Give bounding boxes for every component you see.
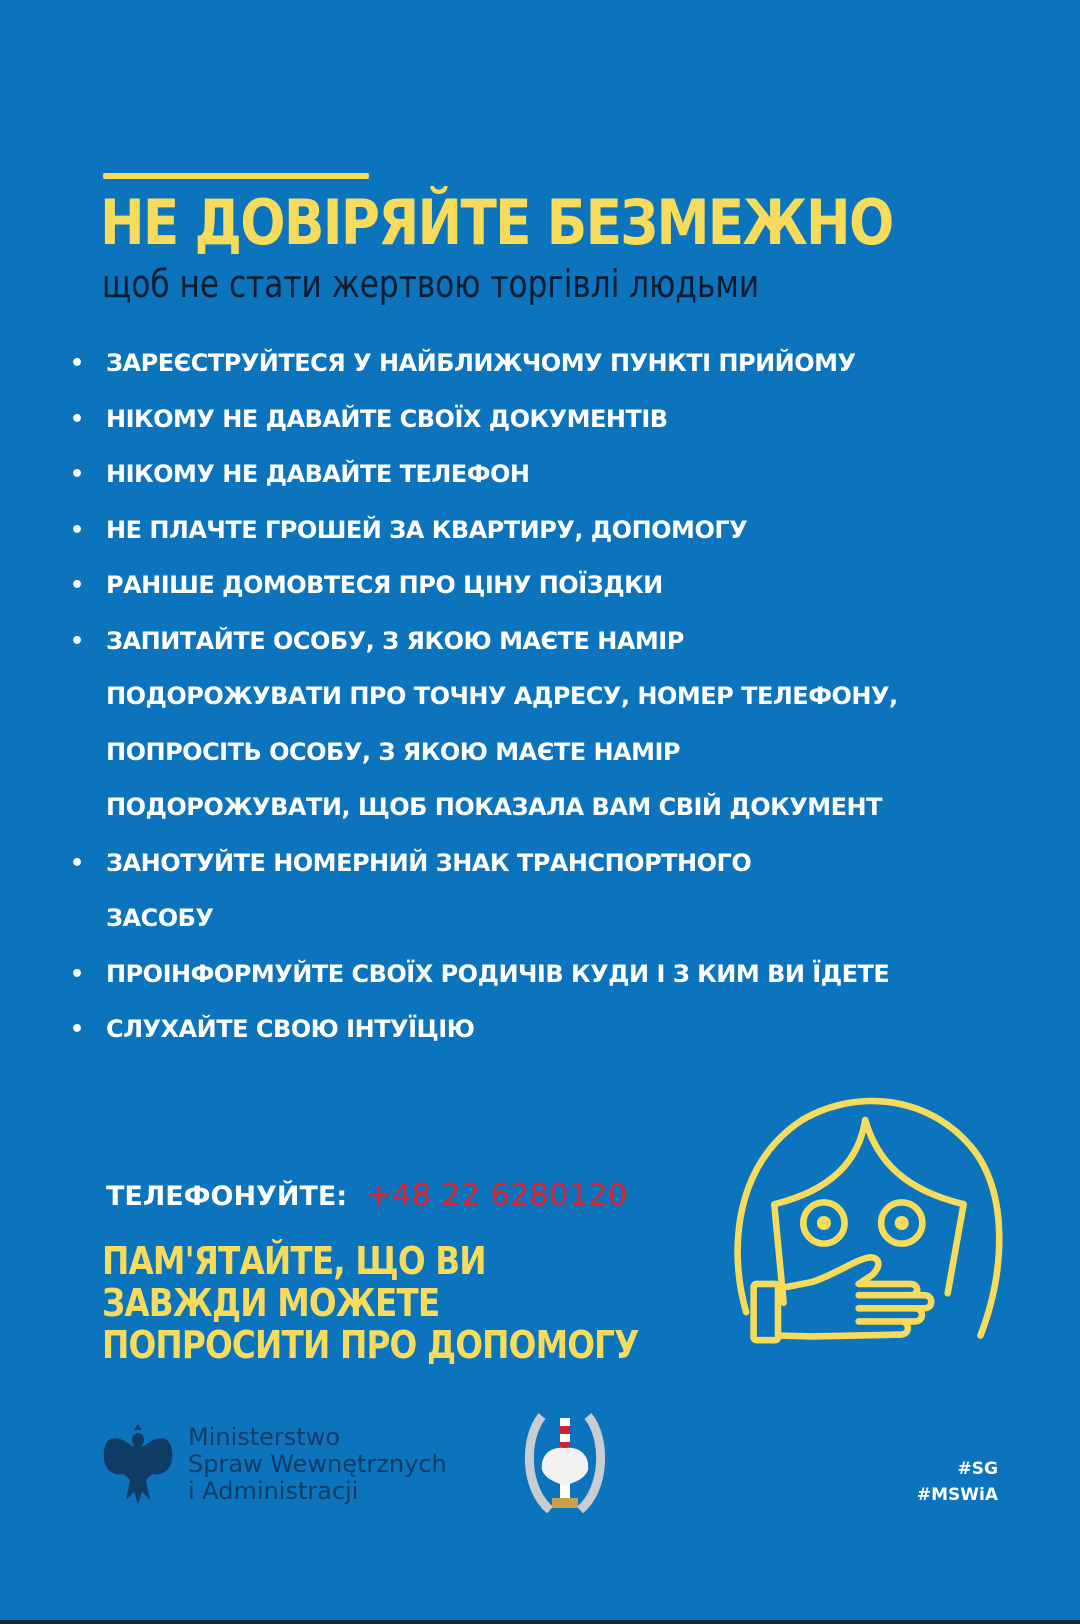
list-item [70, 558, 990, 614]
list-item [70, 392, 990, 448]
bottom-edge-divider [0, 1620, 1080, 1624]
bullet-icon: • [70, 351, 84, 376]
bullet-icon: • [70, 850, 84, 876]
bullet-icon: • [70, 961, 84, 987]
poster-subtitle: щоб не стати жертвою торгівлі людьми [102, 262, 760, 306]
bullet-icon: • [70, 517, 84, 543]
bullet-icon: • [70, 462, 84, 487]
ministry-name-line: Spraw Wewnętrznych [188, 1449, 447, 1478]
list-item [70, 336, 990, 392]
hashtags [917, 1456, 998, 1508]
list-item [70, 503, 990, 559]
polish-eagle-icon [100, 1420, 176, 1508]
tip-text: ПРОІНФОРМУЙТЕ СВОЇХ РОДИЧІВ КУДИ І З КИМ ВИ ЇДЕТЕ [106, 959, 890, 988]
tip-text: ЗАРЕЄСТРУЙТЕСЯ У НАЙБЛИЖЧОМУ ПУНКТІ ПРИЙОМУ [106, 349, 856, 377]
tip-text: ЗАПИТАЙТЕ ОСОБУ, З ЯКОЮ МАЄТЕ НАМІР ПОДОРОЖУВАТИ ПРО ТОЧНУ АДРЕСУ, НОМЕР ТЕЛЕФОНУ, ПОПРОСІТЬ ОСОБУ, З ЯКОЮ МАЄТЕ НАМІР ПОДОРОЖУВАТИ, ЩОБ ПОКАЗАЛА ВАМ СВІЙ ДОКУМЕНТ [106, 626, 898, 821]
tip-text: ЗАНОТУЙТЕ НОМЕРНИЙ ЗНАК ТРАНСПОРТНОГО ЗАСОБУ [106, 848, 752, 932]
list-item [70, 1002, 990, 1058]
remember-message: ПАМ'ЯТАЙТЕ, ЩО ВИ ЗАВЖДИ МОЖЕТЕ ПОПРОСИТИ ПРО ДОПОМОГУ [102, 1239, 639, 1367]
phone-number-link[interactable]: +48 22 6280120 [366, 1178, 628, 1213]
tip-text: НІКОМУ НЕ ДАВАЙТЕ СВОЇХ ДОКУМЕНТІВ [106, 404, 668, 433]
border-guard-emblem-icon [520, 1408, 610, 1518]
tip-text: НЕ ПЛАЧТЕ ГРОШЕЙ ЗА КВАРТИРУ, ДОПОМОГУ [106, 515, 748, 544]
list-item [70, 447, 990, 503]
hashtag-sg[interactable]: #SG [957, 1459, 998, 1479]
call-row [106, 1178, 628, 1213]
list-item [70, 614, 990, 836]
face-covering-mouth-icon [718, 1088, 1018, 1358]
tip-text: СЛУХАЙТЕ СВОЮ ІНТУЇЦІЮ [106, 1015, 475, 1043]
title-accent-line [103, 173, 369, 179]
bullet-icon: • [70, 406, 84, 432]
ministry-name-line: Ministerstwo [188, 1422, 341, 1451]
bullet-icon: • [70, 628, 84, 654]
bullet-icon: • [70, 1017, 84, 1042]
ministry-logo [100, 1420, 447, 1508]
poster-title: НЕ ДОВІРЯЙТЕ БЕЗМЕЖНО [100, 186, 893, 259]
tip-text: РАНІШЕ ДОМОВТЕСЯ ПРО ЦІНУ ПОЇЗДКИ [106, 571, 663, 599]
ministry-name-line: i Administracji [188, 1476, 359, 1505]
list-item [70, 836, 990, 947]
tip-text: НІКОМУ НЕ ДАВАЙТЕ ТЕЛЕФОН [106, 460, 530, 488]
hashtag-mswia[interactable]: #MSWiA [916, 1485, 998, 1505]
tips-list [70, 336, 990, 1058]
call-label: ТЕЛЕФОНУЙТЕ: [106, 1181, 348, 1212]
bullet-icon: • [70, 573, 84, 598]
list-item [70, 947, 990, 1003]
